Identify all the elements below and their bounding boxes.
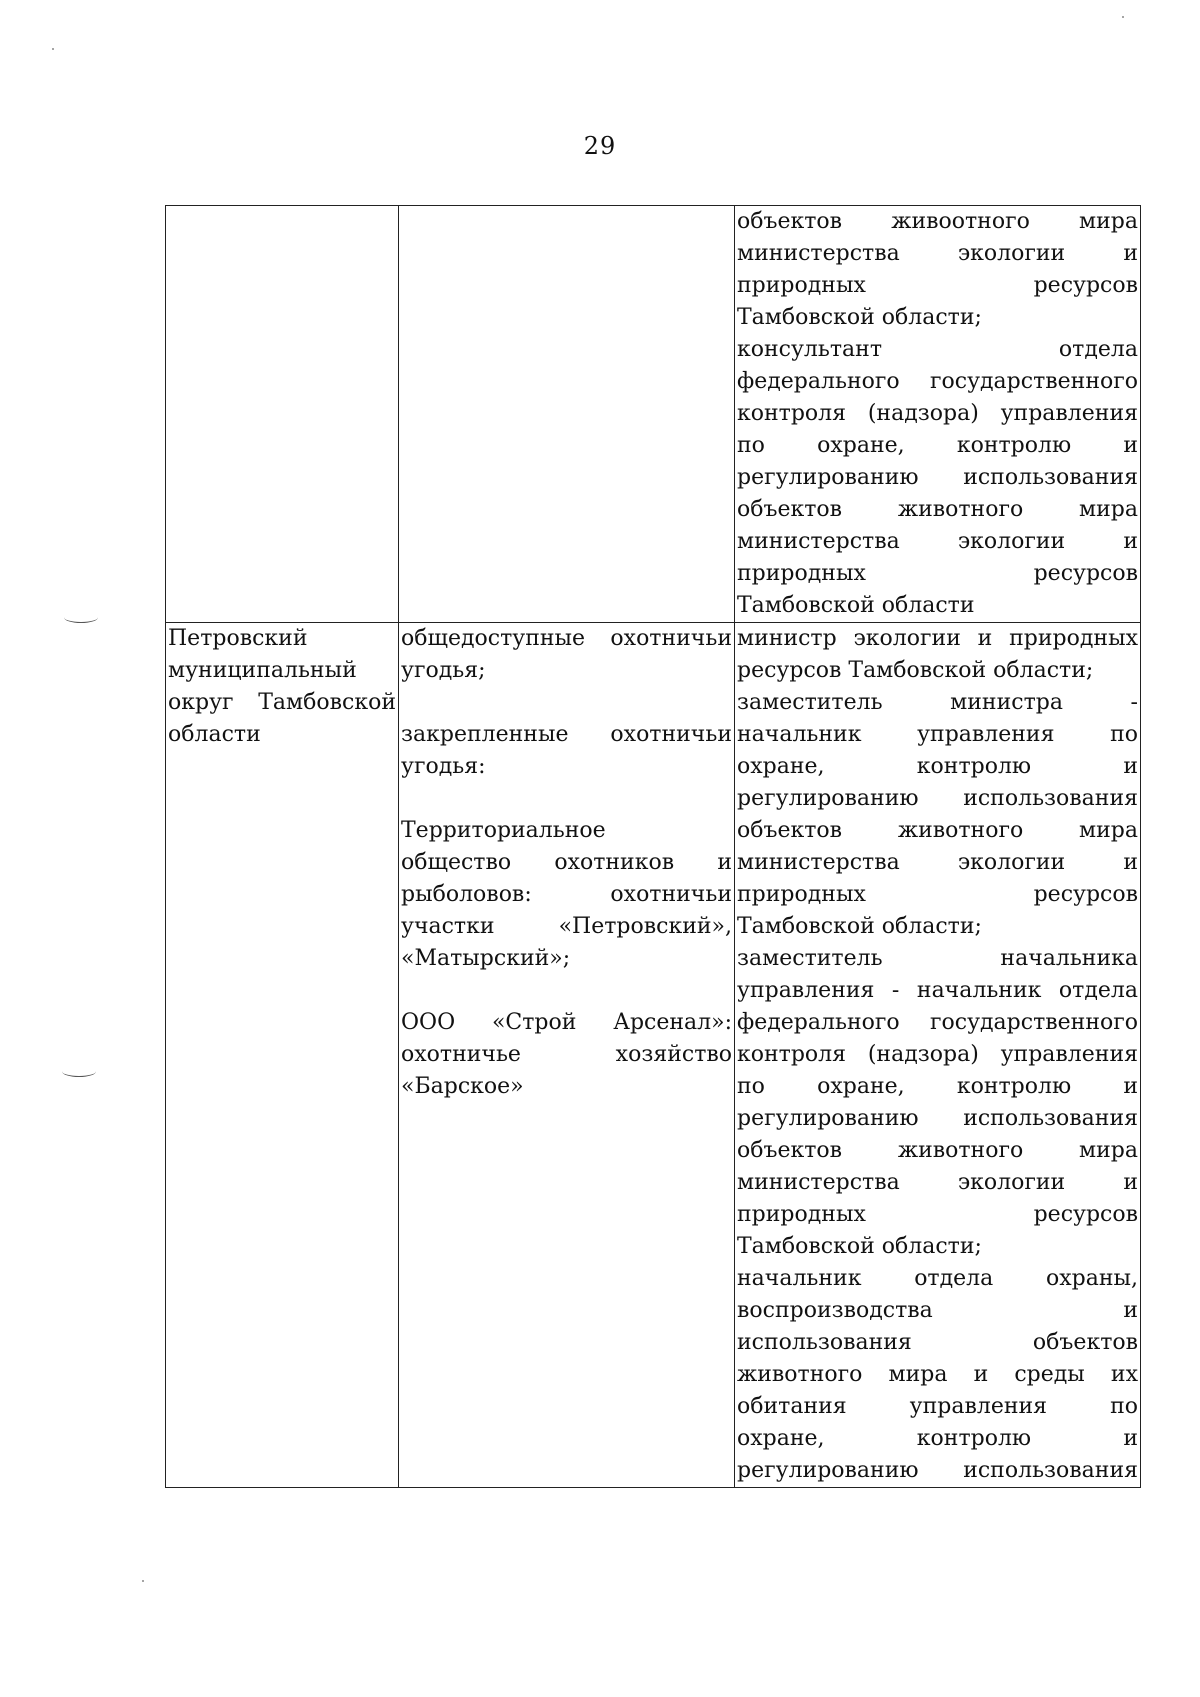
cell-officials [735, 206, 1141, 623]
page-number: 29 [583, 132, 617, 160]
text-line: Петровский [168, 626, 308, 651]
scan-dot [1122, 16, 1124, 18]
blank-line [401, 975, 732, 1007]
text-line: министерства экологии и [737, 241, 1138, 266]
text-line: закрепленные охотничьи [401, 722, 732, 747]
table-row-continuation [166, 206, 1141, 623]
scan-mark [62, 1066, 96, 1077]
text-line: Тамбовской области; [737, 914, 982, 939]
text-line: природных ресурсов [737, 882, 1138, 907]
text-line: министерства экологии и [737, 1170, 1138, 1195]
cell-content [737, 206, 1138, 622]
text-line: Тамбовской области [737, 593, 975, 618]
text-line: министр экологии и природных [737, 626, 1138, 651]
text-line: природных ресурсов [737, 273, 1138, 298]
cell-officials [735, 623, 1141, 1488]
text-line: угодья: [401, 754, 486, 779]
text-line: заместитель министра - [737, 690, 1138, 715]
text-line: угодья; [401, 658, 486, 683]
text-line: по охране, контролю и [737, 433, 1138, 458]
cell-district [166, 206, 399, 623]
text-line: министерства экологии и [737, 850, 1138, 875]
text-line: охране, контролю и [737, 754, 1138, 779]
text-line: ООО «Строй Арсенал»: [401, 1010, 732, 1035]
text-line: Территориальное [401, 818, 606, 843]
blank-line [401, 783, 732, 815]
text-line: ресурсов Тамбовской области; [737, 658, 1094, 683]
text-line: регулированию использования [737, 1106, 1138, 1131]
text-line: управления - начальник отдела [737, 978, 1138, 1003]
text-line: регулированию использования [737, 786, 1138, 811]
text-line: объектов животного мира [737, 818, 1138, 843]
cell-district [166, 623, 399, 1488]
text-line: животного мира и среды их [737, 1362, 1138, 1387]
text-line: округ Тамбовской [168, 690, 396, 715]
text-line: контроля (надзора) управления [737, 1042, 1138, 1067]
text-line: начальник отдела охраны, [737, 1266, 1138, 1291]
cell-grounds [399, 623, 735, 1488]
text-line: охотничье хозяйство [401, 1042, 732, 1067]
text-line: общество охотников и [401, 850, 732, 875]
text-line: природных ресурсов [737, 1202, 1138, 1227]
text-line: Тамбовской области; [737, 1234, 982, 1259]
text-line: объектов живоотного мира [737, 209, 1138, 234]
text-line: общедоступные охотничьи [401, 626, 732, 651]
text-line: регулированию использования [737, 465, 1138, 490]
text-line: заместитель начальника [737, 946, 1138, 971]
text-line: регулированию использования [737, 1458, 1138, 1483]
text-line: муниципальный [168, 658, 357, 683]
text-line: использования объектов [737, 1330, 1138, 1355]
text-line: рыболовов: охотничьи [401, 882, 732, 907]
scan-mark [64, 612, 98, 623]
text-line: по охране, контролю и [737, 1074, 1138, 1099]
text-line: Тамбовской области; [737, 305, 982, 330]
cell-grounds [399, 206, 735, 623]
table-row-petrovsky [166, 623, 1141, 1488]
scan-dot [52, 48, 54, 50]
text-line: начальник управления по [737, 722, 1138, 747]
cell-content [168, 623, 396, 751]
text-line: федерального государственного [737, 369, 1138, 394]
text-line: контроля (надзора) управления [737, 401, 1138, 426]
cell-content [737, 623, 1138, 1487]
text-line: «Барское» [401, 1074, 524, 1099]
text-line: «Матырский»; [401, 946, 571, 971]
text-line: обитания управления по [737, 1394, 1138, 1419]
text-line: области [168, 722, 261, 747]
cell-content [401, 623, 732, 1103]
text-line: федерального государственного [737, 1010, 1138, 1035]
text-line: природных ресурсов [737, 561, 1138, 586]
text-line: министерства экологии и [737, 529, 1138, 554]
text-line: воспроизводства и [737, 1298, 1138, 1323]
text-line: консультант отдела [737, 337, 1138, 362]
scan-dot [142, 1580, 144, 1582]
text-line: объектов животного мира [737, 1138, 1138, 1163]
text-line: охране, контролю и [737, 1426, 1138, 1451]
hunting-grounds-table [165, 205, 1141, 1488]
text-line: участки «Петровский», [401, 914, 732, 939]
text-line: объектов животного мира [737, 497, 1138, 522]
blank-line [401, 687, 732, 719]
